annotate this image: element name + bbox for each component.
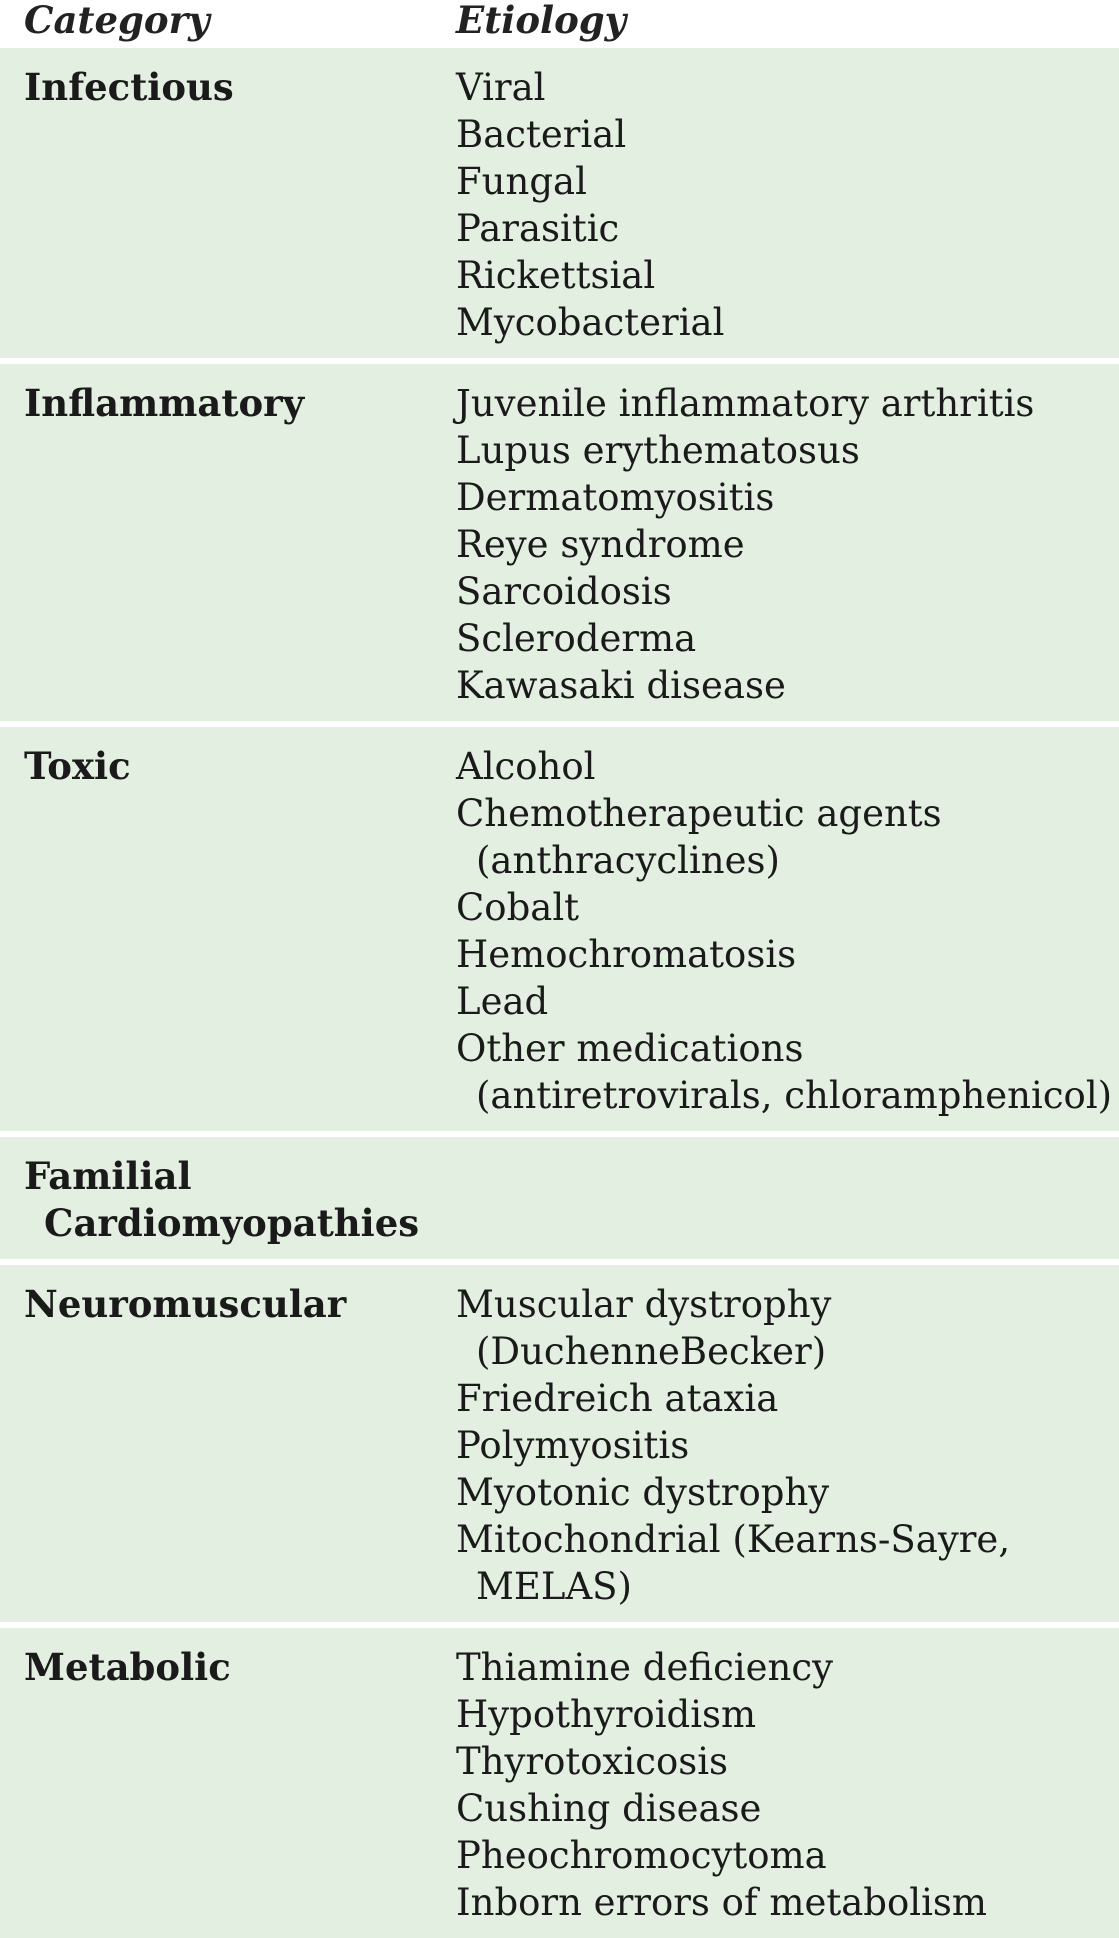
table-row-familial bbox=[0, 1137, 1119, 1259]
etiology-cell-empty bbox=[456, 1153, 1119, 1247]
etiology-item: Cushing disease bbox=[456, 1787, 762, 1830]
table-row-metabolic bbox=[0, 1628, 1119, 1938]
etiology-item: Hypothyroidism bbox=[456, 1693, 757, 1736]
etiology-item-continuation: (antiretrovirals, chloramphenicol) bbox=[476, 1074, 1113, 1117]
table-row-infectious bbox=[0, 48, 1119, 358]
table-row-inflammatory bbox=[0, 364, 1119, 721]
etiology-item: Kawasaki disease bbox=[456, 664, 786, 707]
category-cell: Neuromuscular bbox=[24, 1282, 347, 1326]
etiology-cell bbox=[456, 380, 1119, 709]
etiology-item: Lupus erythematosus bbox=[456, 429, 860, 472]
etiology-item: Inborn errors of metabolism bbox=[456, 1881, 988, 1924]
etiology-item: Cobalt bbox=[456, 886, 580, 929]
etiology-item: Friedreich ataxia bbox=[456, 1377, 779, 1420]
etiology-item: Thiamine deficiency bbox=[456, 1646, 833, 1689]
etiology-item: Rickettsial bbox=[456, 254, 656, 297]
category-cell: Metabolic bbox=[24, 1645, 231, 1689]
etiology-item-continuation: MELAS) bbox=[476, 1565, 632, 1608]
etiology-item: Mycobacterial bbox=[456, 301, 725, 344]
etiology-cell bbox=[456, 743, 1119, 1119]
etiology-item: Dermatomyositis bbox=[456, 476, 775, 519]
category-cell: Infectious bbox=[24, 65, 234, 109]
etiology-item: Bacterial bbox=[456, 113, 627, 156]
etiology-item: Polymyositis bbox=[456, 1424, 690, 1467]
header-category: Category bbox=[24, 0, 210, 42]
etiology-item: Hemochromatosis bbox=[456, 933, 797, 976]
etiology-item: Muscular dystrophy bbox=[456, 1283, 832, 1326]
etiology-item: Fungal bbox=[456, 160, 587, 203]
etiology-cell bbox=[456, 64, 1119, 346]
etiology-item: Juvenile inflammatory arthritis bbox=[456, 382, 1035, 425]
etiology-item: Parasitic bbox=[456, 207, 620, 250]
etiology-cell bbox=[456, 1281, 1119, 1610]
etiology-item: Thyrotoxicosis bbox=[456, 1740, 729, 1783]
category-cell: Inflammatory bbox=[24, 381, 305, 425]
etiology-item: Viral bbox=[456, 66, 546, 109]
table-header bbox=[0, 0, 1119, 48]
category-line-continuation: Cardiomyopathies bbox=[44, 1201, 420, 1245]
etiology-item: Mitochondrial (Kearns-Sayre, bbox=[456, 1518, 1011, 1561]
header-etiology: Etiology bbox=[456, 0, 627, 42]
etiology-item: Scleroderma bbox=[456, 617, 697, 660]
table-row-toxic bbox=[0, 727, 1119, 1131]
etiology-item-continuation: (DuchenneBecker) bbox=[476, 1330, 827, 1373]
etiology-item: Alcohol bbox=[456, 745, 596, 788]
etiology-cell bbox=[456, 1644, 1119, 1926]
etiology-item: Myotonic dystrophy bbox=[456, 1471, 830, 1514]
etiology-item: Lead bbox=[456, 980, 549, 1023]
category-line: Familial bbox=[24, 1154, 192, 1198]
etiology-item: Chemotherapeutic agents bbox=[456, 792, 942, 835]
etiology-item: Other medications bbox=[456, 1027, 804, 1070]
category-cell bbox=[24, 1153, 434, 1247]
etiology-item: Reye syndrome bbox=[456, 523, 745, 566]
etiology-item: Pheochromocytoma bbox=[456, 1834, 827, 1877]
etiology-item: Sarcoidosis bbox=[456, 570, 672, 613]
etiology-item-continuation: (anthracyclines) bbox=[476, 839, 780, 882]
table-row-neuromuscular bbox=[0, 1265, 1119, 1622]
category-cell: Toxic bbox=[24, 744, 131, 788]
